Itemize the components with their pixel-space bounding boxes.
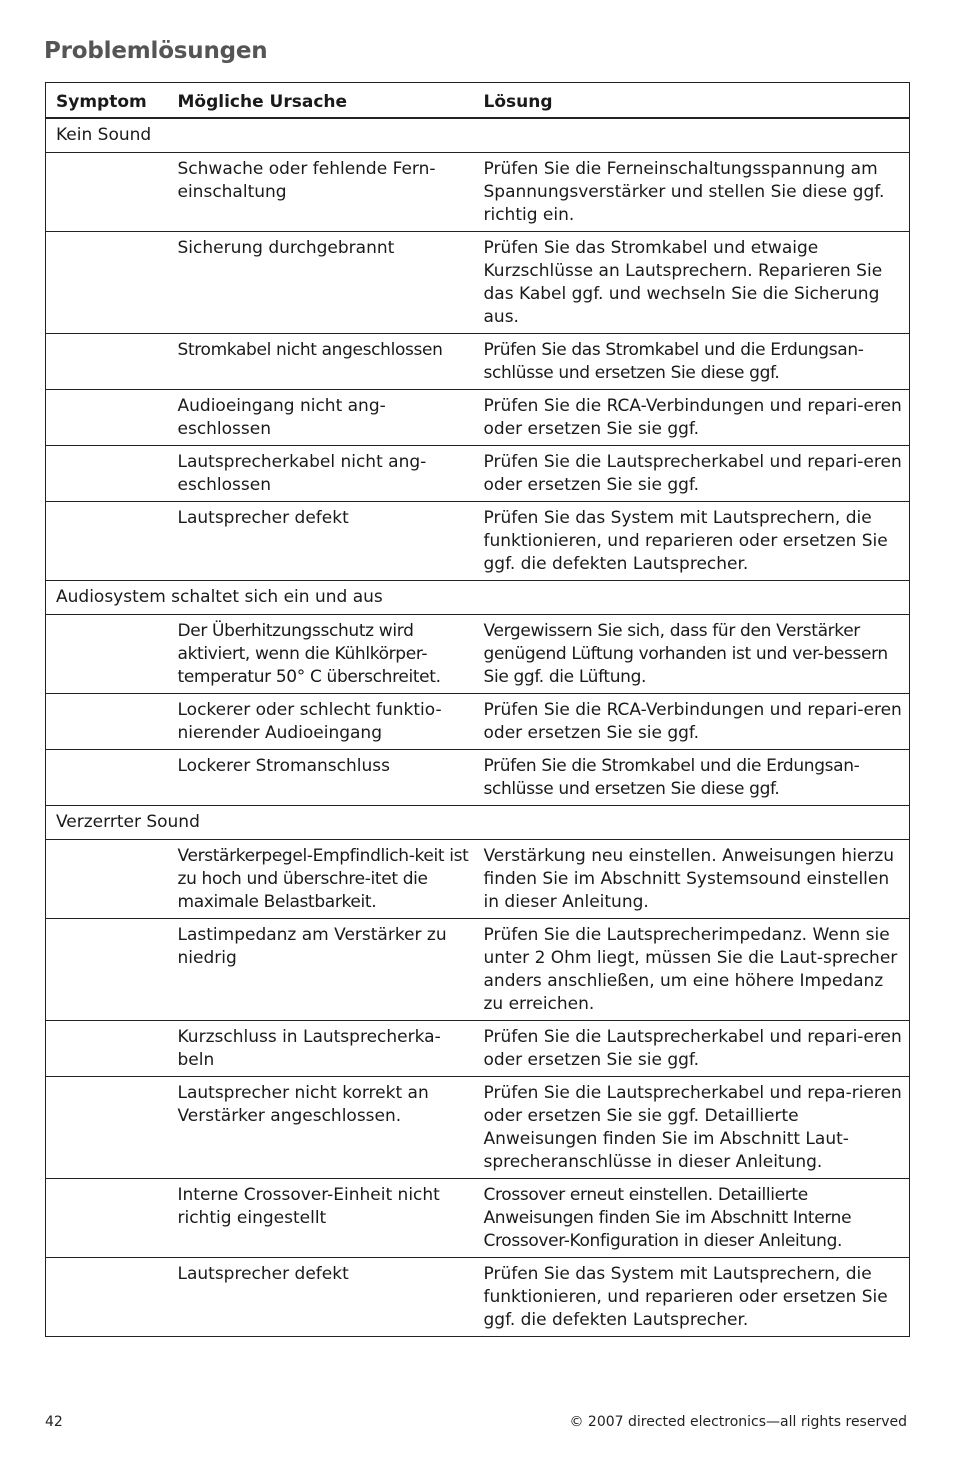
empty-cell [46, 1077, 168, 1179]
empty-cell [46, 919, 168, 1021]
table-row [46, 232, 910, 334]
copyright-notice: © 2007 directed electronics—all rights reserved [569, 1414, 907, 1430]
table-row [46, 919, 910, 1021]
solution-cell: Prüfen Sie die Ferneinschaltungsspannung am Spannungsverstärker und stellen Sie diese ggf. richtig ein. [474, 153, 910, 232]
table-row [46, 1179, 910, 1258]
empty-cell [46, 334, 168, 390]
solution-cell: Prüfen Sie das Stromkabel und die Erdungsan-schlüsse und ersetzen Sie diese ggf. [474, 334, 910, 390]
cause-cell: Lockerer Stromanschluss [168, 750, 474, 806]
solution-cell: Prüfen Sie die Lautsprecherkabel und repari-eren oder ersetzen Sie sie ggf. [474, 446, 910, 502]
empty-cell [46, 750, 168, 806]
solution-cell: Prüfen Sie das Stromkabel und etwaige Kurzschlüsse an Lautsprechern. Reparieren Sie das Kabel ggf. und wechseln Sie die Sicherung aus. [474, 232, 910, 334]
cause-cell: Lautsprecher defekt [168, 502, 474, 581]
cause-cell: Stromkabel nicht angeschlossen [168, 334, 474, 390]
empty-cell [46, 1179, 168, 1258]
symptom-label: Verzerrter Sound [46, 806, 910, 840]
table-row [46, 1077, 910, 1179]
table-row [46, 694, 910, 750]
solution-cell: Prüfen Sie das System mit Lautsprechern, die funktionieren, und reparieren oder ersetzen Sie ggf. die defekten Lautsprecher. [474, 502, 910, 581]
header-solution: Lösung [474, 83, 910, 119]
cause-cell: Lockerer oder schlecht funktio-nierender Audioeingang [168, 694, 474, 750]
cause-cell: Der Überhitzungsschutz wird aktiviert, wenn die Kühlkörper-temperatur 50° C überschreitet. [168, 615, 474, 694]
table-row [46, 334, 910, 390]
table-row [46, 390, 910, 446]
table-row [46, 446, 910, 502]
cause-cell: Lautsprecher defekt [168, 1258, 474, 1337]
solution-cell: Prüfen Sie die Lautsprecherkabel und repa-rieren oder ersetzen Sie sie ggf. Detaillierte Anweisungen finden Sie im Abschnitt Laut-sprecheranschlüsse in dieser Anleitung. [474, 1077, 910, 1179]
empty-cell [46, 502, 168, 581]
header-cause: Mögliche Ursache [168, 83, 474, 119]
empty-cell [46, 615, 168, 694]
symptom-label: Kein Sound [46, 118, 910, 153]
solution-cell: Prüfen Sie die RCA-Verbindungen und repari-eren oder ersetzen Sie sie ggf. [474, 694, 910, 750]
empty-cell [46, 840, 168, 919]
cause-cell: Verstärkerpegel-Empfindlich-keit ist zu hoch und überschre-itet die maximale Belastbarkeit. [168, 840, 474, 919]
table-row [46, 1258, 910, 1337]
cause-cell: Sicherung durchgebrannt [168, 232, 474, 334]
solution-cell: Prüfen Sie die Stromkabel und die Erdungsan-schlüsse und ersetzen Sie diese ggf. [474, 750, 910, 806]
empty-cell [46, 390, 168, 446]
header-symptom: Symptom [46, 83, 168, 119]
empty-cell [46, 1258, 168, 1337]
empty-cell [46, 1021, 168, 1077]
symptom-row [46, 581, 910, 615]
symptom-row [46, 118, 910, 153]
table-row [46, 153, 910, 232]
empty-cell [46, 694, 168, 750]
solution-cell: Crossover erneut einstellen. Detaillierte Anweisungen finden Sie im Abschnitt Interne Crossover-Konfiguration in dieser Anleitung. [474, 1179, 910, 1258]
solution-cell: Prüfen Sie die Lautsprecherkabel und repari-eren oder ersetzen Sie sie ggf. [474, 1021, 910, 1077]
cause-cell: Audioeingang nicht ang-eschlossen [168, 390, 474, 446]
page-number: 42 [45, 1414, 63, 1430]
solution-cell: Prüfen Sie die RCA-Verbindungen und repari-eren oder ersetzen Sie sie ggf. [474, 390, 910, 446]
solution-cell: Prüfen Sie die Lautsprecherimpedanz. Wenn sie unter 2 Ohm liegt, müssen Sie die Laut-sprecher anders anschließen, um eine höhere Impedanz zu erreichen. [474, 919, 910, 1021]
cause-cell: Kurzschluss in Lautsprecherka-beln [168, 1021, 474, 1077]
solution-cell: Verstärkung neu einstellen. Anweisungen hierzu finden Sie im Abschnitt Systemsound einstellen in dieser Anleitung. [474, 840, 910, 919]
symptom-label: Audiosystem schaltet sich ein und aus [46, 581, 910, 615]
table-row [46, 840, 910, 919]
cause-cell: Schwache oder fehlende Fern-einschaltung [168, 153, 474, 232]
table-row [46, 502, 910, 581]
cause-cell: Lautsprecher nicht korrekt an Verstärker angeschlossen. [168, 1077, 474, 1179]
table-row [46, 615, 910, 694]
page-title: Problemlösungen [44, 38, 268, 64]
cause-cell: Interne Crossover-Einheit nicht richtig eingestellt [168, 1179, 474, 1258]
symptom-row [46, 806, 910, 840]
cause-cell: Lastimpedanz am Verstärker zu niedrig [168, 919, 474, 1021]
empty-cell [46, 232, 168, 334]
table-header-row [46, 83, 910, 119]
empty-cell [46, 153, 168, 232]
solution-cell: Vergewissern Sie sich, dass für den Verstärker genügend Lüftung vorhanden ist und ver-bessern Sie ggf. die Lüftung. [474, 615, 910, 694]
troubleshooting-table [45, 82, 910, 1337]
table-row [46, 1021, 910, 1077]
empty-cell [46, 446, 168, 502]
solution-cell: Prüfen Sie das System mit Lautsprechern, die funktionieren, und reparieren oder ersetzen Sie ggf. die defekten Lautsprecher. [474, 1258, 910, 1337]
cause-cell: Lautsprecherkabel nicht ang-eschlossen [168, 446, 474, 502]
table-row [46, 750, 910, 806]
